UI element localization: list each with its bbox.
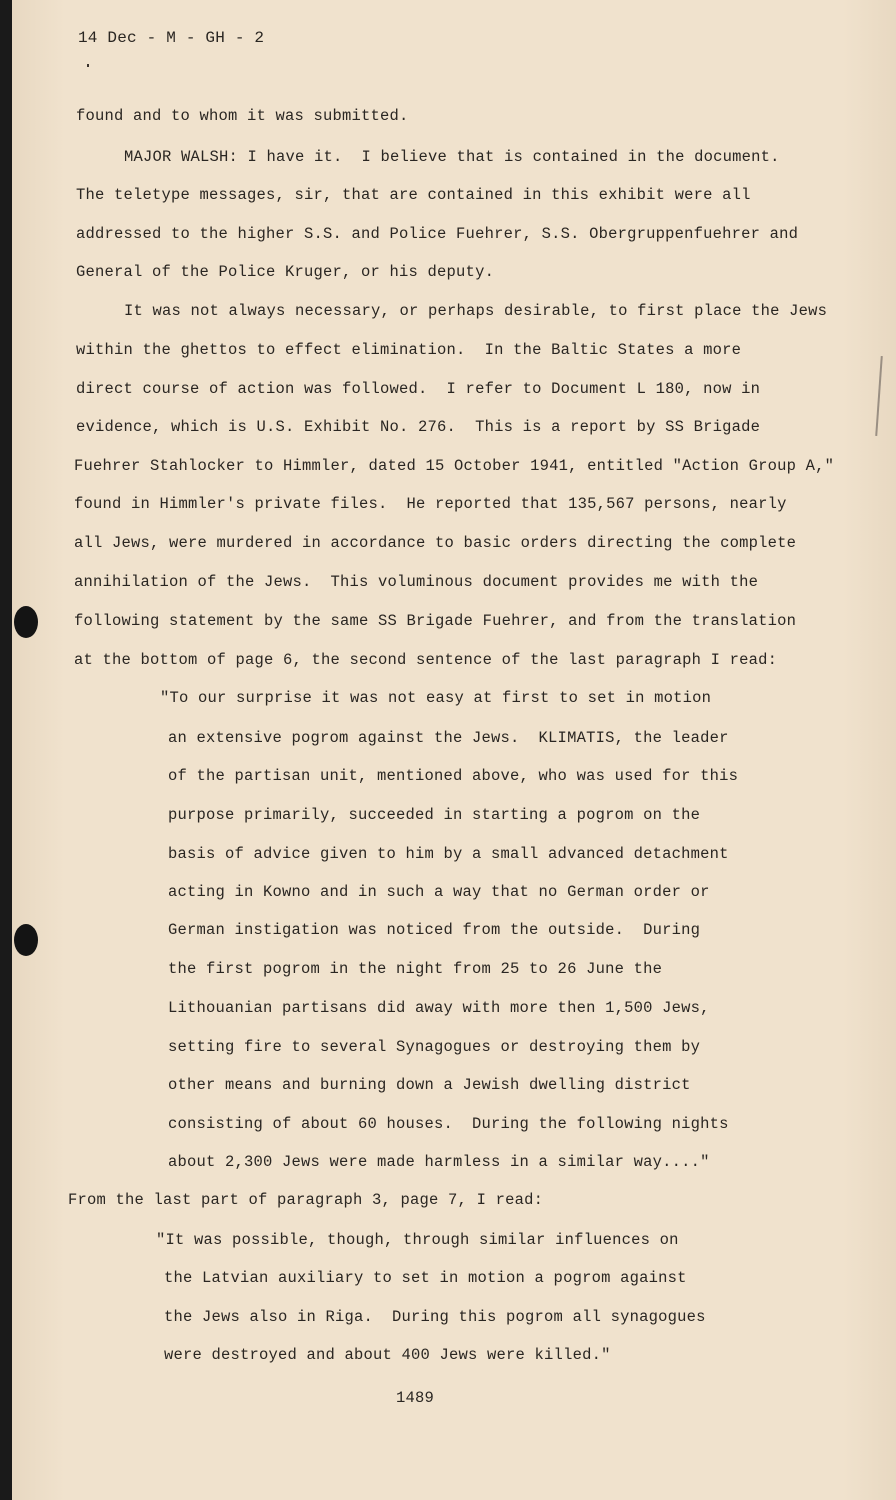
text-line: addressed to the higher S.S. and Police Fuehrer, S.S. Obergruppenfuehrer and (76, 225, 799, 243)
text-line: evidence, which is U.S. Exhibit No. 276. This is a report by SS Brigade (76, 418, 761, 436)
text-line: General of the Police Kruger, or his deputy. (76, 263, 495, 281)
text-line: found in Himmler's private files. He reported that 135,567 persons, nearly (74, 495, 787, 513)
quote-line: basis of advice given to him by a small advanced detachment (168, 845, 729, 863)
document-page (12, 0, 896, 1500)
text-line: within the ghettos to effect elimination. In the Baltic States a more (76, 341, 742, 359)
quote-line: were destroyed and about 400 Jews were killed." (164, 1346, 611, 1364)
ink-speck (87, 64, 89, 67)
quote-line: of the partisan unit, mentioned above, who was used for this (168, 767, 739, 785)
quote-line: the first pogrom in the night from 25 to 26 June the (168, 960, 663, 978)
page-number: 1489 (396, 1389, 435, 1407)
quote-line: purpose primarily, succeeded in starting a pogrom on the (168, 806, 701, 824)
text-line: The teletype messages, sir, that are contained in this exhibit were all (76, 186, 751, 204)
quote-line: the Jews also in Riga. During this pogrom all synagogues (164, 1308, 706, 1326)
text-line: all Jews, were murdered in accordance to basic orders directing the complete (74, 534, 797, 552)
text-line: From the last part of paragraph 3, page 7, I read: (68, 1191, 544, 1209)
quote-line: German instigation was noticed from the outside. During (168, 921, 701, 939)
text-line: following statement by the same SS Brigade Fuehrer, and from the translation (74, 612, 797, 630)
text-line: found and to whom it was submitted. (76, 107, 409, 125)
quote-line: consisting of about 60 houses. During the following nights (168, 1115, 729, 1133)
text-line: annihilation of the Jews. This voluminous document provides me with the (74, 573, 759, 591)
text-line: It was not always necessary, or perhaps desirable, to first place the Jews (124, 302, 828, 320)
text-line: direct course of action was followed. I refer to Document L 180, now in (76, 380, 761, 398)
pencil-mark (875, 356, 883, 436)
quote-line: "To our surprise it was not easy at first to set in motion (160, 689, 712, 707)
quote-line: Lithouanian partisans did away with more then 1,500 Jews, (168, 999, 710, 1017)
page-header: 14 Dec - M - GH - 2 (78, 29, 265, 47)
quote-line: setting fire to several Synagogues or destroying them by (168, 1038, 701, 1056)
quote-line: "It was possible, though, through similar influences on (156, 1231, 679, 1249)
text-line: at the bottom of page 6, the second sentence of the last paragraph I read: (74, 651, 778, 669)
quote-line: about 2,300 Jews were made harmless in a similar way...." (168, 1153, 710, 1171)
quote-line: other means and burning down a Jewish dwelling district (168, 1076, 691, 1094)
punch-hole (14, 606, 38, 638)
text-line: MAJOR WALSH: I have it. I believe that is contained in the document. (124, 148, 780, 166)
punch-hole (14, 924, 38, 956)
quote-line: the Latvian auxiliary to set in motion a pogrom against (164, 1269, 687, 1287)
quote-line: acting in Kowno and in such a way that no German order or (168, 883, 710, 901)
text-line: Fuehrer Stahlocker to Himmler, dated 15 October 1941, entitled "Action Group A," (74, 457, 835, 475)
quote-line: an extensive pogrom against the Jews. KLIMATIS, the leader (168, 729, 729, 747)
